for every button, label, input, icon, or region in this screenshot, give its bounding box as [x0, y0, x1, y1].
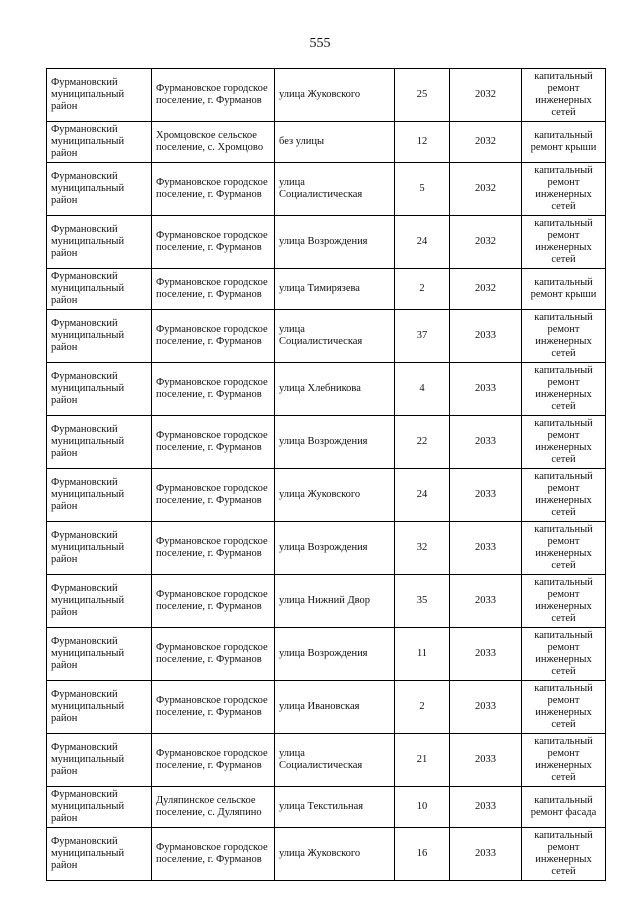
street-cell: улица Социалистическая	[275, 310, 395, 363]
district-cell: Фурмановский муниципальный район	[47, 469, 152, 522]
district-cell: Фурмановский муниципальный район	[47, 787, 152, 828]
settlement-cell: Фурмановское городское поселение, г. Фурманов	[152, 216, 275, 269]
street-cell: улица Хлебникова	[275, 363, 395, 416]
settlement-cell: Фурмановское городское поселение, г. Фурманов	[152, 628, 275, 681]
table-row	[47, 310, 606, 363]
district-cell: Фурмановский муниципальный район	[47, 363, 152, 416]
work-type-cell: капитальный ремонт крыши	[522, 122, 606, 163]
table-row	[47, 469, 606, 522]
street-cell: улица Социалистическая	[275, 163, 395, 216]
settlement-cell: Фурмановское городское поселение, г. Фурманов	[152, 269, 275, 310]
year-cell: 2033	[450, 416, 522, 469]
house-number-cell: 35	[395, 575, 450, 628]
street-cell: улица Возрождения	[275, 416, 395, 469]
settlement-cell: Фурмановское городское поселение, г. Фурманов	[152, 828, 275, 881]
street-cell: улица Возрождения	[275, 216, 395, 269]
table-row	[47, 734, 606, 787]
work-type-cell: капитальный ремонт инженерных сетей	[522, 163, 606, 216]
work-type-cell: капитальный ремонт инженерных сетей	[522, 216, 606, 269]
settlement-cell: Дуляпинское сельское поселение, с. Дуляпино	[152, 787, 275, 828]
table-row	[47, 363, 606, 416]
repair-schedule-table	[46, 68, 606, 881]
house-number-cell: 24	[395, 469, 450, 522]
district-cell: Фурмановский муниципальный район	[47, 269, 152, 310]
table-row	[47, 575, 606, 628]
house-number-cell: 24	[395, 216, 450, 269]
table-row	[47, 828, 606, 881]
house-number-cell: 16	[395, 828, 450, 881]
house-number-cell: 11	[395, 628, 450, 681]
street-cell: улица Социалистическая	[275, 734, 395, 787]
work-type-cell: капитальный ремонт фасада	[522, 787, 606, 828]
year-cell: 2033	[450, 681, 522, 734]
street-cell: улица Возрождения	[275, 522, 395, 575]
street-cell: улица Жуковского	[275, 828, 395, 881]
table-row	[47, 681, 606, 734]
year-cell: 2033	[450, 787, 522, 828]
street-cell: улица Текстильная	[275, 787, 395, 828]
year-cell: 2033	[450, 363, 522, 416]
house-number-cell: 2	[395, 269, 450, 310]
district-cell: Фурмановский муниципальный район	[47, 163, 152, 216]
year-cell: 2033	[450, 522, 522, 575]
settlement-cell: Фурмановское городское поселение, г. Фурманов	[152, 734, 275, 787]
year-cell: 2032	[450, 69, 522, 122]
street-cell: без улицы	[275, 122, 395, 163]
work-type-cell: капитальный ремонт инженерных сетей	[522, 469, 606, 522]
work-type-cell: капитальный ремонт инженерных сетей	[522, 416, 606, 469]
district-cell: Фурмановский муниципальный район	[47, 310, 152, 363]
house-number-cell: 37	[395, 310, 450, 363]
table-row	[47, 216, 606, 269]
street-cell: улица Ивановская	[275, 681, 395, 734]
street-cell: улица Тимирязева	[275, 269, 395, 310]
house-number-cell: 10	[395, 787, 450, 828]
street-cell: улица Жуковского	[275, 69, 395, 122]
district-cell: Фурмановский муниципальный район	[47, 734, 152, 787]
house-number-cell: 12	[395, 122, 450, 163]
table-row	[47, 787, 606, 828]
work-type-cell: капитальный ремонт инженерных сетей	[522, 628, 606, 681]
year-cell: 2032	[450, 216, 522, 269]
year-cell: 2033	[450, 828, 522, 881]
year-cell: 2032	[450, 163, 522, 216]
settlement-cell: Фурмановское городское поселение, г. Фурманов	[152, 69, 275, 122]
district-cell: Фурмановский муниципальный район	[47, 575, 152, 628]
table-row	[47, 122, 606, 163]
house-number-cell: 25	[395, 69, 450, 122]
street-cell: улица Нижний Двор	[275, 575, 395, 628]
district-cell: Фурмановский муниципальный район	[47, 416, 152, 469]
district-cell: Фурмановский муниципальный район	[47, 122, 152, 163]
house-number-cell: 5	[395, 163, 450, 216]
work-type-cell: капитальный ремонт инженерных сетей	[522, 734, 606, 787]
house-number-cell: 2	[395, 681, 450, 734]
settlement-cell: Фурмановское городское поселение, г. Фурманов	[152, 416, 275, 469]
street-cell: улица Жуковского	[275, 469, 395, 522]
settlement-cell: Фурмановское городское поселение, г. Фурманов	[152, 575, 275, 628]
district-cell: Фурмановский муниципальный район	[47, 828, 152, 881]
table-row	[47, 416, 606, 469]
work-type-cell: капитальный ремонт инженерных сетей	[522, 310, 606, 363]
house-number-cell: 32	[395, 522, 450, 575]
district-cell: Фурмановский муниципальный район	[47, 681, 152, 734]
table-row	[47, 163, 606, 216]
year-cell: 2033	[450, 628, 522, 681]
work-type-cell: капитальный ремонт инженерных сетей	[522, 522, 606, 575]
work-type-cell: капитальный ремонт инженерных сетей	[522, 69, 606, 122]
year-cell: 2032	[450, 122, 522, 163]
work-type-cell: капитальный ремонт крыши	[522, 269, 606, 310]
district-cell: Фурмановский муниципальный район	[47, 628, 152, 681]
work-type-cell: капитальный ремонт инженерных сетей	[522, 575, 606, 628]
table-row	[47, 69, 606, 122]
settlement-cell: Фурмановское городское поселение, г. Фурманов	[152, 469, 275, 522]
settlement-cell: Фурмановское городское поселение, г. Фурманов	[152, 522, 275, 575]
settlement-cell: Фурмановское городское поселение, г. Фурманов	[152, 681, 275, 734]
house-number-cell: 21	[395, 734, 450, 787]
table-row	[47, 522, 606, 575]
settlement-cell: Фурмановское городское поселение, г. Фурманов	[152, 163, 275, 216]
district-cell: Фурмановский муниципальный район	[47, 522, 152, 575]
year-cell: 2033	[450, 575, 522, 628]
table-row	[47, 269, 606, 310]
house-number-cell: 4	[395, 363, 450, 416]
street-cell: улица Возрождения	[275, 628, 395, 681]
work-type-cell: капитальный ремонт инженерных сетей	[522, 828, 606, 881]
settlement-cell: Фурмановское городское поселение, г. Фурманов	[152, 363, 275, 416]
table-row	[47, 628, 606, 681]
settlement-cell: Хромцовское сельское поселение, с. Хромцово	[152, 122, 275, 163]
year-cell: 2033	[450, 734, 522, 787]
work-type-cell: капитальный ремонт инженерных сетей	[522, 681, 606, 734]
district-cell: Фурмановский муниципальный район	[47, 216, 152, 269]
work-type-cell: капитальный ремонт инженерных сетей	[522, 363, 606, 416]
house-number-cell: 22	[395, 416, 450, 469]
settlement-cell: Фурмановское городское поселение, г. Фурманов	[152, 310, 275, 363]
page-number: 555	[309, 36, 331, 51]
year-cell: 2033	[450, 310, 522, 363]
district-cell: Фурмановский муниципальный район	[47, 69, 152, 122]
year-cell: 2032	[450, 269, 522, 310]
year-cell: 2033	[450, 469, 522, 522]
